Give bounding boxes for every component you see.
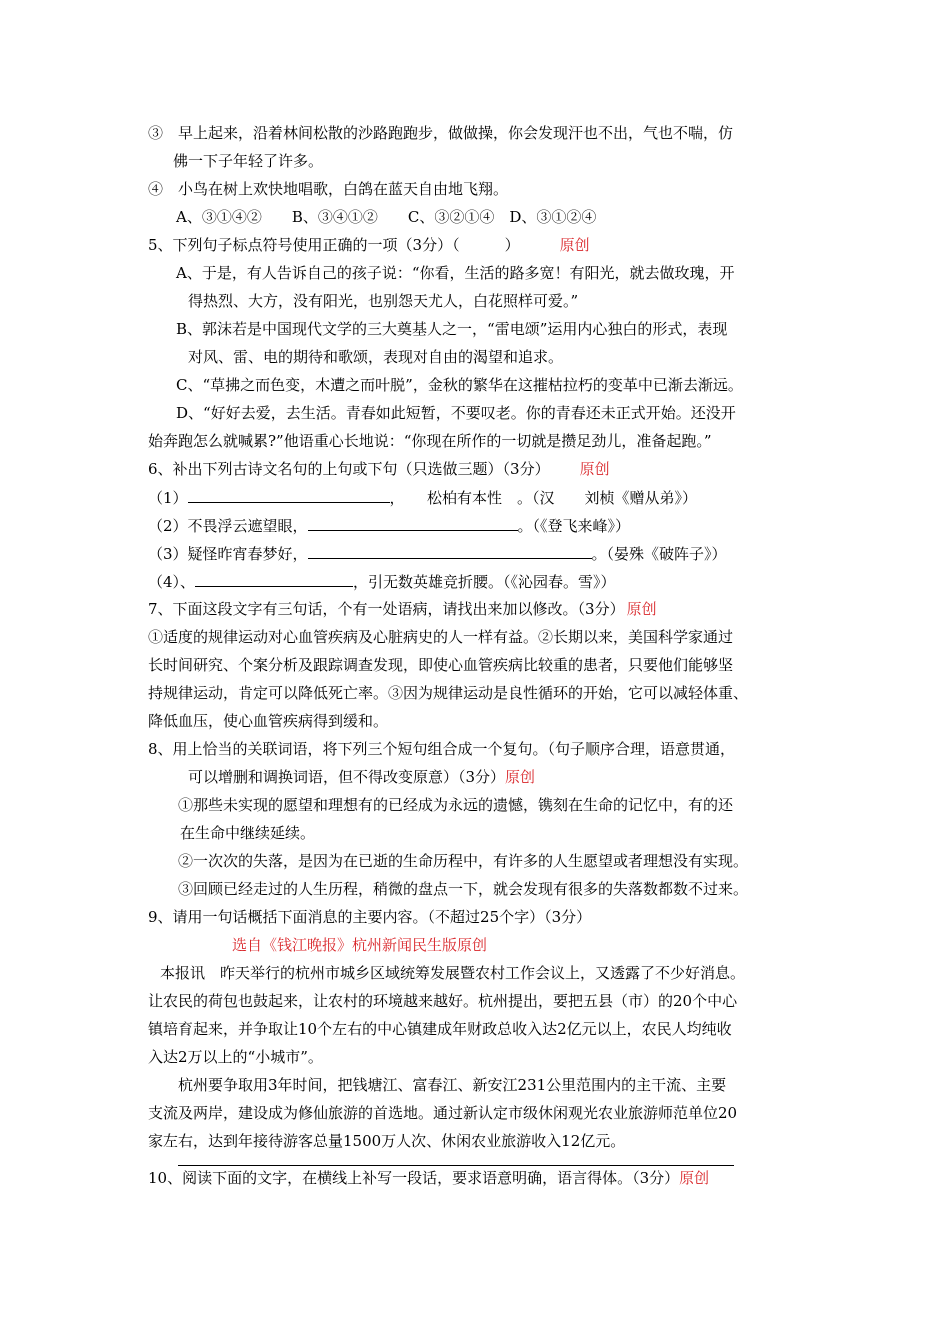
q8-original-tag: 原创	[505, 768, 536, 786]
q5-option-a-cont: 得热烈、大方，没有阳光，也别怨天尤人，白花照样可爱。”	[188, 292, 579, 310]
q4-sentence-3: ③ 早上起来，沿着林间松散的沙路跑跑步，做做操，你会发现汗也不出，气也不喘，仿	[148, 124, 734, 142]
q8-sentence-2: ②一次次的失落，是因为在已逝的生命历程中，有许多的人生愿望或者理想没有实现。	[178, 852, 749, 870]
q5-option-b-cont: 对风、雷、电的期待和歌颂，表现对自由的渴望和追求。	[188, 348, 564, 366]
q6-item-4: （4）、 ，引无数英雄竞折腰。（《沁园春。雪》）	[148, 573, 616, 591]
q9-news-line-4: 入达2万以上的“小城市”。	[148, 1048, 323, 1066]
q6-answer-blank-2[interactable]	[308, 516, 518, 531]
q9-news-line-2: 让农民的荷包也鼓起来，让农村的环境越来越好。杭州提出，要把五县（市）的20个中心	[148, 992, 738, 1010]
q9-news-line-6: 支流及两岸，建设成为修仙旅游的首选地。通过新认定市级休闲观光农业旅游师范单位20	[148, 1104, 738, 1122]
q9-news-line-3: 镇培育起来，并争取让10个左右的中心镇建成年财政总收入达2亿元以上，农民人均纯收	[148, 1020, 732, 1038]
q4-options: A、③①④② B、③④①② C、③②①④ D、③①②④	[176, 208, 597, 226]
q5-option-b: B、郭沫若是中国现代文学的三大奠基人之一，“雷电颂”运用内心独白的形式，表现	[176, 320, 728, 338]
q7-passage-line-1: ①适度的规律运动对心血管疾病及心脏病史的人一样有益。②长期以来，美国科学家通过	[148, 628, 734, 646]
q8-sentence-1-cont: 在生命中继续延续。	[180, 824, 316, 842]
q6-answer-blank-4[interactable]	[195, 572, 353, 587]
q6-item-1: （1） ， 松柏有本性 。（汉 刘桢《赠从弟》）	[148, 489, 698, 507]
q6-item-2: （2）不畏浮云遮望眼， 。（《登飞来峰》）	[148, 517, 631, 535]
q5-option-d-cont: 始奔跑怎么就喊累?”他语重心长地说：“你现在所作的一切就是攒足劲儿，准备起跑。”	[148, 432, 712, 450]
q6-original-tag: 原创	[579, 460, 610, 478]
q8-stem: 8、用上恰当的关联词语，将下列三个短句组合成一个复句。（句子顺序合理，语意贯通，	[148, 740, 736, 758]
q5-option-a: A、于是，有人告诉自己的孩子说：“你看，生活的路多宽！有阳光，就去做玫瑰，开	[176, 264, 735, 282]
q10-stem: 10、阅读下面的文字，在横线上补写一段话，要求语意明确，语言得体。（3分）原创	[148, 1169, 710, 1187]
q6-item-3: （3）疑怪昨宵春梦好， 。（晏殊《破阵子》）	[148, 545, 727, 563]
q5-original-tag: 原创	[559, 236, 590, 254]
q9-news-line-5: 杭州要争取用3年时间，把钱塘江、富春江、新安江231公里范围内的主干流、主要	[178, 1076, 727, 1094]
q9-news-line-7: 家左右，达到年接待游客总量1500万人次、休闲农业旅游收入12亿元。	[148, 1132, 626, 1150]
q9-source: 选自《钱江晚报》杭州新闻民生版原创	[232, 936, 488, 954]
q9-news-line-1: 本报讯 昨天举行的杭州市城乡区域统筹发展暨农村工作会议上，又透露了不少好消息。	[160, 964, 746, 982]
q5-option-d: D、“好好去爱，去生活。青春如此短暂，不要叹老。你的青春还未正式开始。还没开	[176, 404, 736, 422]
q8-stem-cont: 可以增删和调换词语，但不得改变原意）（3分）原创	[188, 768, 536, 786]
q7-passage-line-3: 持规律运动，肯定可以降低死亡率。③因为规律运动是良性循环的开始，它可以减轻体重、	[148, 684, 749, 702]
q9-stem: 9、请用一句话概括下面消息的主要内容。（不超过25个字）（3分）	[148, 908, 592, 926]
q4-sentence-3-cont: 佛一下子年轻了许多。	[173, 152, 324, 170]
q7-passage-line-4: 降低血压，使心血管疾病得到缓和。	[148, 712, 389, 730]
q6-answer-blank-3[interactable]	[308, 544, 592, 559]
q5-option-c: C、“草拂之而色变，木遭之而叶脱”，金秋的繁华在这摧枯拉朽的变革中已渐去渐远。	[176, 376, 743, 394]
q6-answer-blank-1[interactable]	[188, 488, 390, 503]
q10-original-tag: 原创	[679, 1169, 710, 1187]
q6-stem: 6、补出下列古诗文名句的上句或下句（只选做三题）（3分） 原创	[148, 460, 610, 478]
q7-passage-line-2: 长时间研究、个案分析及跟踪调查发现，即使心血管疾病比较重的患者，只要他们能够坚	[148, 656, 734, 674]
q9-answer-line[interactable]	[178, 1165, 734, 1166]
q4-sentence-4: ④ 小鸟在树上欢快地唱歌，白鸽在蓝天自由地飞翔。	[148, 180, 509, 198]
q7-original-tag: 原创	[626, 600, 657, 618]
q8-sentence-3: ③回顾已经走过的人生历程，稍微的盘点一下，就会发现有很多的失落数都数不过来。	[178, 880, 749, 898]
q7-stem: 7、下面这段文字有三句话，个有一处语病，请找出来加以修改。（3分） 原创	[148, 600, 657, 618]
q8-sentence-1: ①那些未实现的愿望和理想有的已经成为永远的遗憾，镌刻在生命的记忆中，有的还	[178, 796, 734, 814]
q5-stem: 5、下列句子标点符号使用正确的一项（3分）（ ） 原创	[148, 236, 590, 254]
